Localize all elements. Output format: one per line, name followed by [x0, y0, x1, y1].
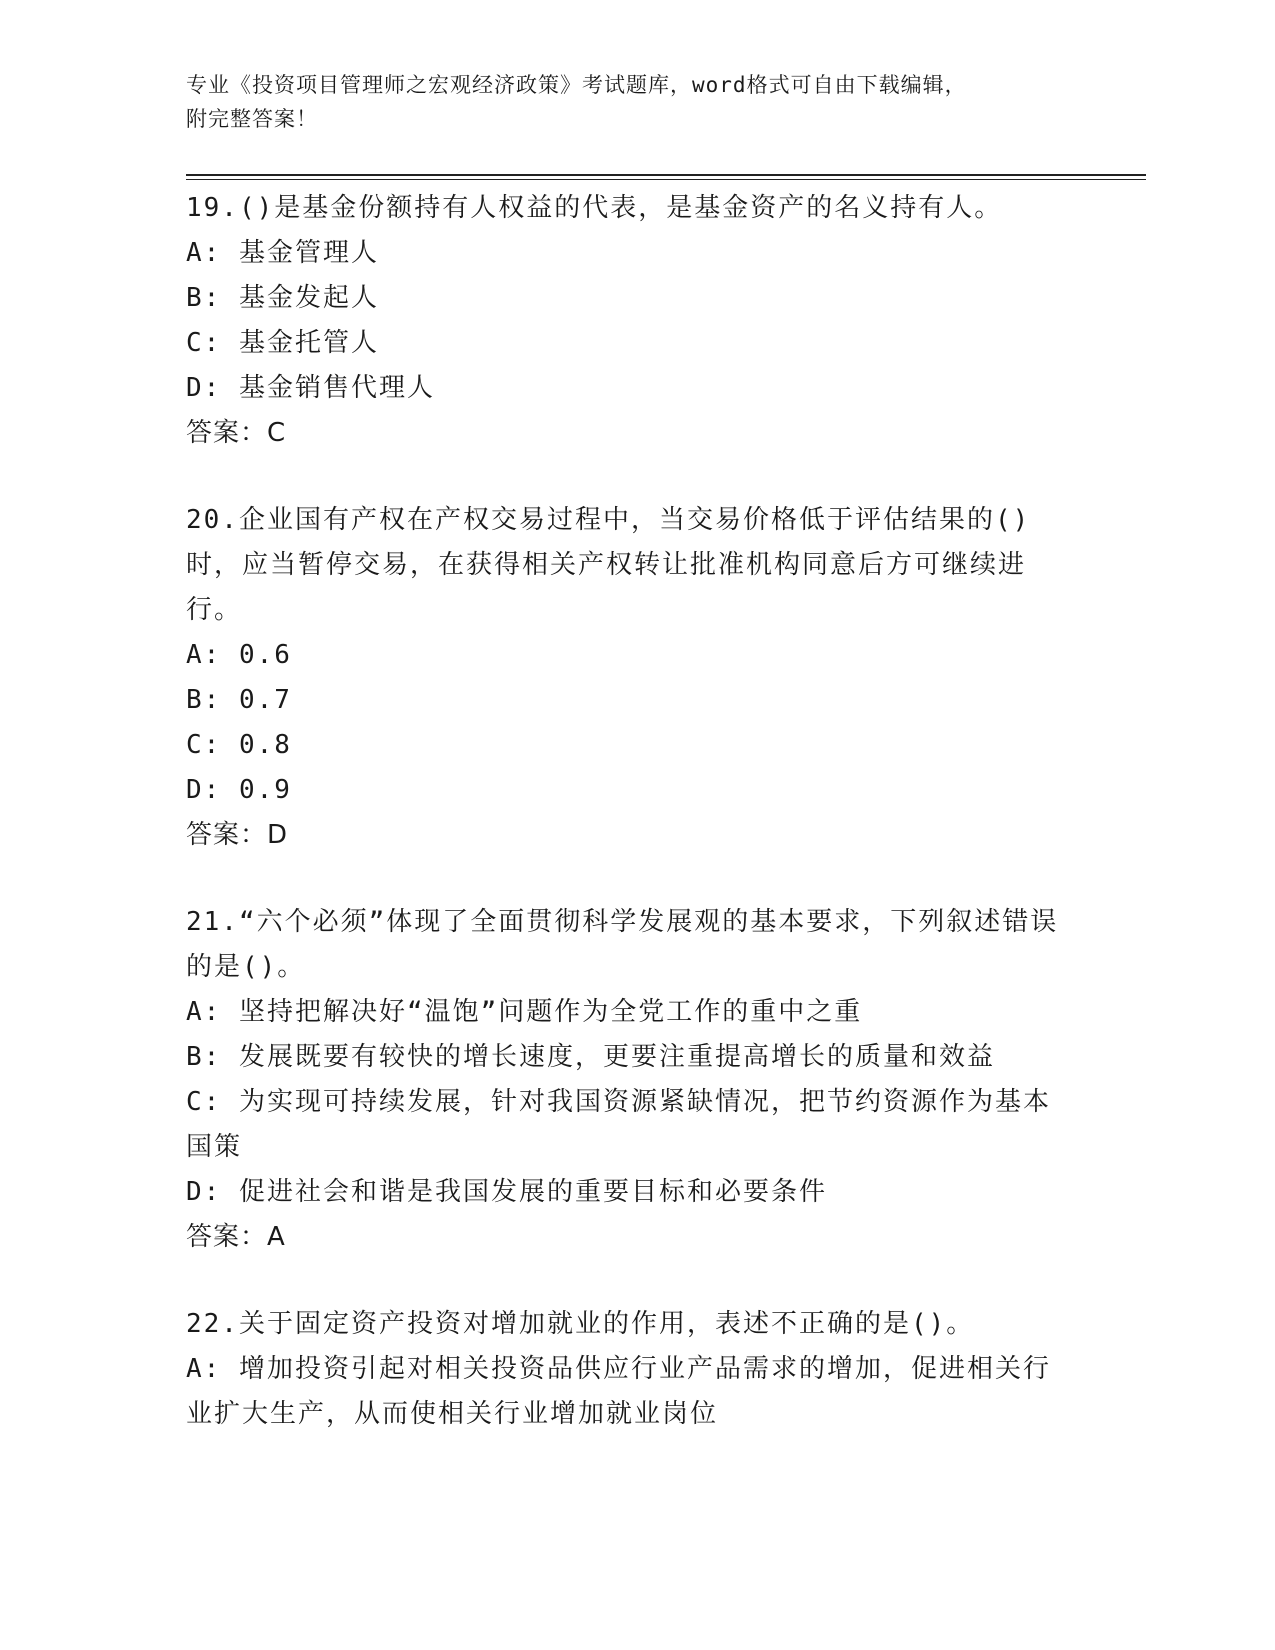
option-a: A: 增加投资引起对相关投资品供应行业产品需求的增加，促进相关行业扩大生产，从而使相关行业增加就业岗位	[186, 1354, 1051, 1429]
answer: 答案：D	[186, 820, 289, 850]
option-b: B: 基金发起人	[186, 283, 379, 313]
option-b: B: 0.7	[186, 685, 292, 715]
question-20	[186, 498, 1146, 858]
option-b: B: 发展既要有较快的增长速度，更要注重提高增长的质量和效益	[186, 1042, 995, 1072]
option-c: C: 为实现可持续发展，针对我国资源紧缺情况，把节约资源作为基本国策	[186, 1087, 1051, 1162]
question-spacer	[186, 1260, 1146, 1302]
option-d: D: 促进社会和谐是我国发展的重要目标和必要条件	[186, 1177, 827, 1207]
answer: 答案：C	[186, 418, 287, 448]
option-a: A: 0.6	[186, 640, 292, 670]
header-line-2: 附完整答案！	[186, 107, 318, 131]
option-a: A: 基金管理人	[186, 238, 379, 268]
divider-thin	[186, 179, 1146, 180]
question-21	[186, 900, 1146, 1260]
document-header	[186, 68, 1146, 136]
option-d: D: 基金销售代理人	[186, 373, 435, 403]
question-spacer	[186, 456, 1146, 498]
answer: 答案：A	[186, 1222, 286, 1252]
question-stem: 20.企业国有产权在产权交易过程中，当交易价格低于评估结果的()时，应当暂停交易，在获得相关产权转让批准机构同意后方可继续进行。	[186, 505, 1031, 625]
option-a: A: 坚持把解决好“温饱”问题作为全党工作的重中之重	[186, 997, 863, 1027]
option-d: D: 0.9	[186, 775, 292, 805]
option-c: C: 基金托管人	[186, 328, 379, 358]
header-divider	[186, 174, 1146, 180]
document-page	[186, 68, 1146, 1437]
header-line-1: 专业《投资项目管理师之宏观经济政策》考试题库，word格式可自由下载编辑，	[186, 73, 967, 97]
question-stem: 19.()是基金份额持有人权益的代表，是基金资产的名义持有人。	[186, 193, 1003, 223]
divider-thick	[186, 174, 1146, 176]
question-19	[186, 186, 1146, 456]
option-c: C: 0.8	[186, 730, 292, 760]
question-stem: 22.关于固定资产投资对增加就业的作用，表述不正确的是()。	[186, 1309, 975, 1339]
question-stem: 21.“六个必须”体现了全面贯彻科学发展观的基本要求，下列叙述错误的是()。	[186, 907, 1059, 982]
question-22	[186, 1302, 1146, 1437]
question-spacer	[186, 858, 1146, 900]
